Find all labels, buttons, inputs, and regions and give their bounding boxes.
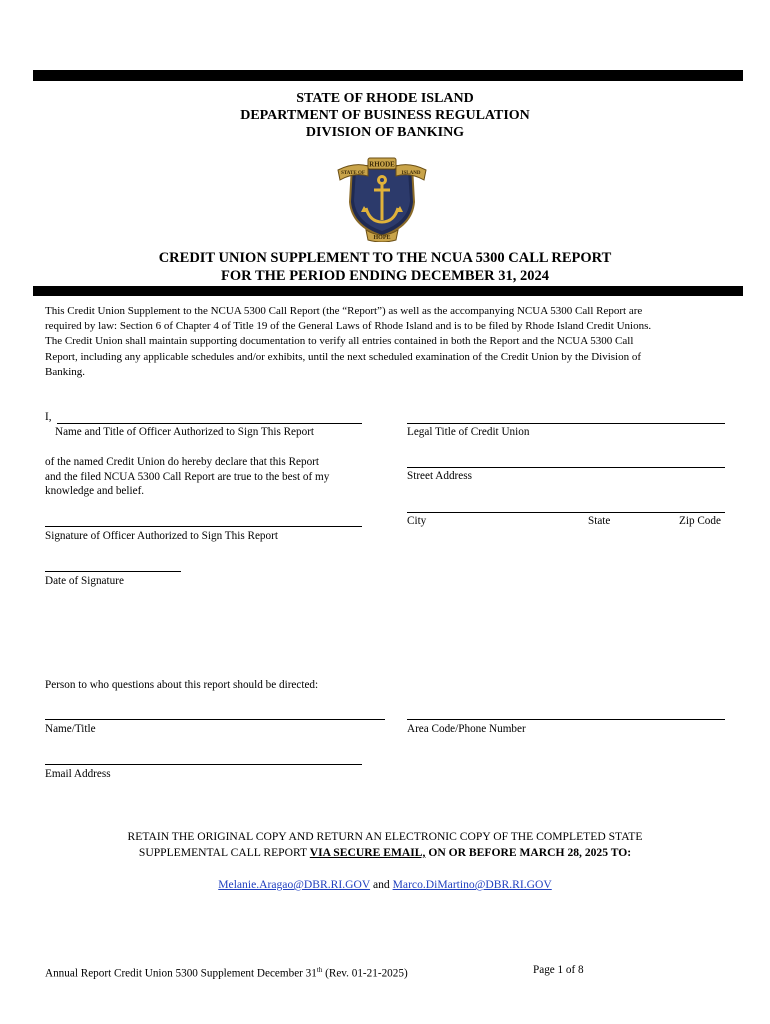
signature-label: Signature of Officer Authorized to Sign This Report bbox=[45, 530, 278, 542]
report-title-line2: FOR THE PERIOD ENDING DECEMBER 31, 2024 bbox=[220, 268, 550, 284]
declaration-text bbox=[45, 455, 365, 499]
title-rule bbox=[33, 286, 743, 296]
contact-email-label: Email Address bbox=[45, 768, 111, 780]
submission-notice-line1: RETAIN THE ORIGINAL COPY AND RETURN AN ELECTRONIC COPY OF THE COMPLETED STATE bbox=[127, 830, 643, 843]
seal-top-text: RHODE bbox=[369, 160, 395, 169]
intro-line: The Credit Union shall maintain supporting documentation to verify all entries contained in both the Report and the NCUA 5300 Call bbox=[45, 335, 634, 348]
emails-and: and bbox=[370, 878, 393, 891]
submission-notice-line2 bbox=[0, 845, 770, 860]
header-state: STATE OF RHODE ISLAND bbox=[296, 91, 474, 106]
email-link-aragao[interactable]: Melanie.Aragao@DBR.RI.GOV bbox=[218, 878, 371, 891]
seal-bottom-text: HOPE bbox=[373, 235, 391, 241]
contact-email-field[interactable] bbox=[45, 764, 362, 765]
contact-prompt: Person to who questions about this report should be directed: bbox=[45, 679, 319, 691]
zip-code-label: Zip Code bbox=[679, 515, 721, 527]
declaration-line: and the filed NCUA 5300 Call Report are true to the best of my bbox=[45, 470, 330, 483]
legal-title-field[interactable] bbox=[407, 423, 725, 424]
seal-right-text: ISLAND bbox=[401, 171, 421, 176]
footer-document-info bbox=[45, 963, 408, 981]
intro-paragraph bbox=[45, 304, 727, 380]
date-of-signature-field[interactable] bbox=[45, 571, 181, 572]
city-state-zip-field[interactable] bbox=[407, 512, 725, 513]
city-label: City bbox=[407, 515, 427, 527]
intro-line: Report, including any applicable schedules and/or exhibits, until the next scheduled examination of the Credit Union by the Division of bbox=[45, 350, 642, 363]
officer-name-field[interactable] bbox=[57, 423, 362, 424]
state-seal-logo bbox=[334, 156, 430, 242]
notice-secure-email: VIA SECURE EMAIL, bbox=[309, 846, 426, 859]
footer-page-number: Page 1 of 8 bbox=[533, 964, 584, 976]
street-address-label: Street Address bbox=[407, 470, 472, 482]
notice-deadline: ON OR BEFORE MARCH 28, 2025 TO: bbox=[425, 846, 632, 859]
state-label: State bbox=[588, 515, 611, 527]
contact-phone-field[interactable] bbox=[407, 719, 725, 720]
header-division: DIVISION OF BANKING bbox=[305, 125, 465, 140]
header-department: DEPARTMENT OF BUSINESS REGULATION bbox=[240, 108, 530, 123]
contact-name-title-field[interactable] bbox=[45, 719, 385, 720]
intro-line: This Credit Union Supplement to the NCUA 5300 Call Report (the “Report”) as well as the accompanying NCUA 5300 Call Report are bbox=[45, 305, 643, 317]
legal-title-label: Legal Title of Credit Union bbox=[407, 426, 530, 438]
signature-field[interactable] bbox=[45, 526, 362, 527]
footer-info-revision: (Rev. 01-21-2025) bbox=[322, 967, 408, 980]
intro-line: Banking. bbox=[45, 365, 86, 378]
notice-line2-prefix: SUPPLEMENTAL CALL REPORT bbox=[138, 846, 310, 859]
email-link-dimartino[interactable]: Marco.DiMartino@DBR.RI.GOV bbox=[392, 878, 552, 891]
contact-phone-label: Area Code/Phone Number bbox=[407, 723, 526, 735]
footer-info-sup: th bbox=[316, 966, 323, 974]
declaration-line: knowledge and belief. bbox=[45, 485, 145, 497]
officer-name-label: Name and Title of Officer Authorized to Sign This Report bbox=[55, 426, 315, 438]
i-prefix: I, bbox=[45, 411, 52, 423]
contact-name-title-label: Name/Title bbox=[45, 723, 96, 735]
street-address-field[interactable] bbox=[407, 467, 725, 468]
footer-info-prefix: Annual Report Credit Union 5300 Supplement December 31 bbox=[45, 967, 317, 980]
top-rule bbox=[33, 70, 743, 81]
report-title-line1: CREDIT UNION SUPPLEMENT TO THE NCUA 5300 CALL REPORT bbox=[158, 250, 612, 266]
submission-emails bbox=[0, 877, 770, 892]
declaration-line: of the named Credit Union do hereby declare that this Report bbox=[45, 456, 320, 468]
intro-line: required by law: Section 6 of Chapter 4 of Title 19 of the General Laws of Rhode Island and is to be filed by Rhode Island Credit Unions. bbox=[45, 320, 652, 333]
seal-left-text: STATE OF bbox=[341, 171, 365, 176]
date-of-signature-label: Date of Signature bbox=[45, 575, 124, 587]
